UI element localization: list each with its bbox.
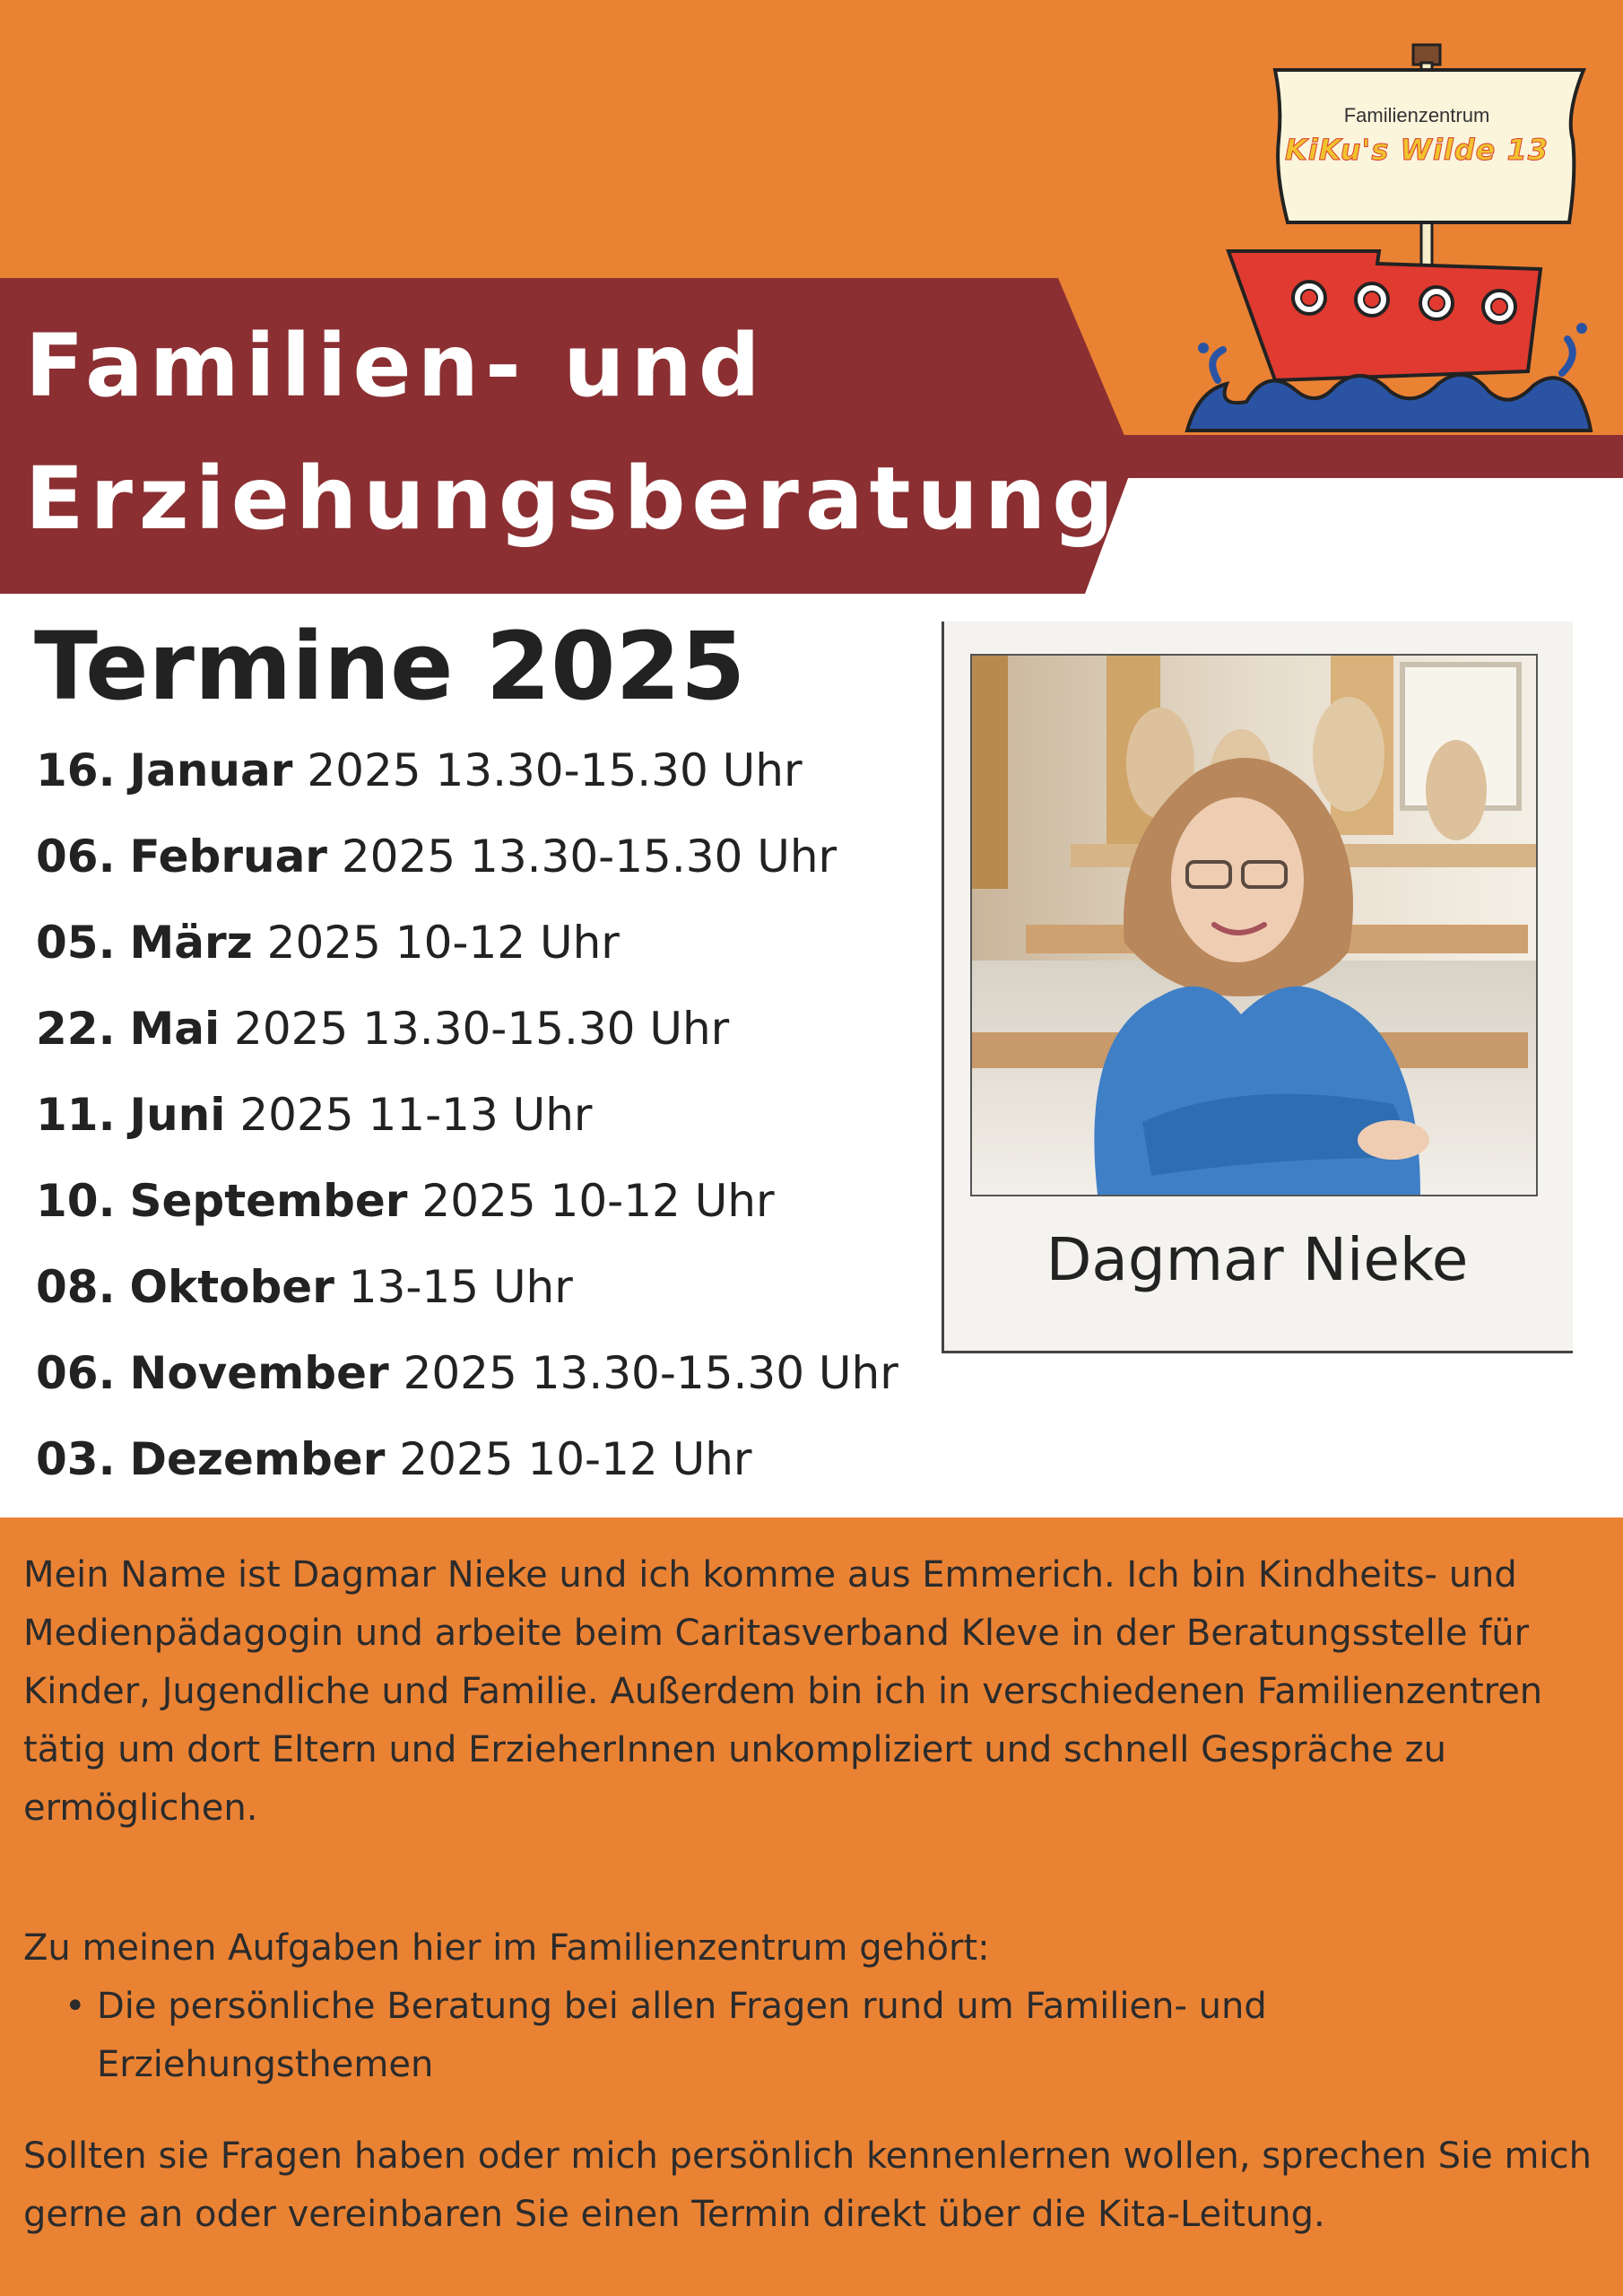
page-title-line-2: Erziehungsberatung (25, 448, 1120, 549)
intro-paragraph: Mein Name ist Dagmar Nieke und ich komme aus Emmerich. Ich bin Kindheits- und Medienpädagogin und arbeite beim Caritasverband Kleve in der Beratungsstelle für Kinder, Jugendliche und Familie. Außerdem bin ich in verschiedenen Familienzentren tätig um dort Eltern und ErzieherInnen unkompliziert und schnell Gespräche zu ermöglichen. (23, 1554, 1543, 1829)
appointment-item (36, 1001, 933, 1087)
appointment-day: 11. (36, 1089, 116, 1141)
logo-subtitle: Familienzentrum (1343, 104, 1490, 126)
logo-brand-name: KiKu's Wilde 13 (1284, 133, 1549, 167)
appointment-day: 06. (36, 831, 116, 883)
appointment-details: 2025 13.30-15.30 Uhr (403, 1347, 898, 1399)
appointment-day: 05. (36, 917, 116, 969)
appointment-day: 08. (36, 1261, 116, 1313)
portrait-photo (970, 654, 1538, 1196)
appointment-day: 16. (36, 744, 116, 796)
appointment-month: Mai (129, 1003, 221, 1055)
appointment-item (36, 1173, 933, 1259)
tasks-heading: Zu meinen Aufgaben hier im Familienzentrum gehört: (23, 1927, 990, 1969)
appointment-day: 03. (36, 1433, 116, 1485)
appointment-month: Oktober (129, 1261, 334, 1313)
appointment-month: März (129, 917, 253, 969)
ship-logo-icon (1182, 39, 1594, 443)
appointment-month: Januar (129, 744, 293, 796)
appointment-day: 22. (36, 1003, 116, 1055)
schedule-title: Termine 2025 (34, 612, 746, 721)
appointment-item (36, 1259, 933, 1345)
task-list (65, 1978, 1410, 2094)
appointment-month: September (129, 1175, 408, 1227)
appointment-details: 2025 13.30-15.30 Uhr (234, 1003, 730, 1055)
appointment-item (36, 1431, 933, 1518)
appointment-details: 2025 13.30-15.30 Uhr (341, 831, 838, 883)
appointment-details: 2025 10-12 Uhr (399, 1433, 752, 1485)
task-list-item: • Die persönliche Beratung bei allen Fragen rund um Familien- und Erziehungsthemen (65, 1978, 1410, 2094)
appointment-month: Juni (129, 1089, 226, 1141)
appointment-item (36, 829, 933, 915)
appointment-month: Dezember (129, 1433, 386, 1485)
appointment-details: 2025 10-12 Uhr (421, 1175, 775, 1227)
appointment-details: 2025 10-12 Uhr (266, 917, 620, 969)
page-title-line-1: Familien- und (25, 316, 767, 416)
appointment-month: November (129, 1347, 389, 1399)
appointment-item (36, 915, 933, 1001)
photo-caption: Dagmar Nieke (1046, 1225, 1469, 1294)
appointment-item (36, 743, 933, 829)
appointment-month: Februar (129, 831, 327, 883)
appointment-day: 10. (36, 1175, 116, 1227)
appointment-details: 2025 11-13 Uhr (239, 1089, 593, 1141)
contact-paragraph: Sollten sie Fragen haben oder mich persönlich kennenlernen wollen, sprechen Sie mich gerne an oder vereinbaren Sie einen Termin direkt über die Kita-Leitung. (23, 2135, 1592, 2235)
appointment-item (36, 1345, 933, 1431)
appointment-details: 2025 13.30-15.30 Uhr (307, 744, 803, 796)
appointment-details: 13-15 Uhr (348, 1261, 573, 1313)
appointment-list (36, 743, 933, 1518)
appointment-item (36, 1087, 933, 1173)
appointment-day: 06. (36, 1347, 116, 1399)
